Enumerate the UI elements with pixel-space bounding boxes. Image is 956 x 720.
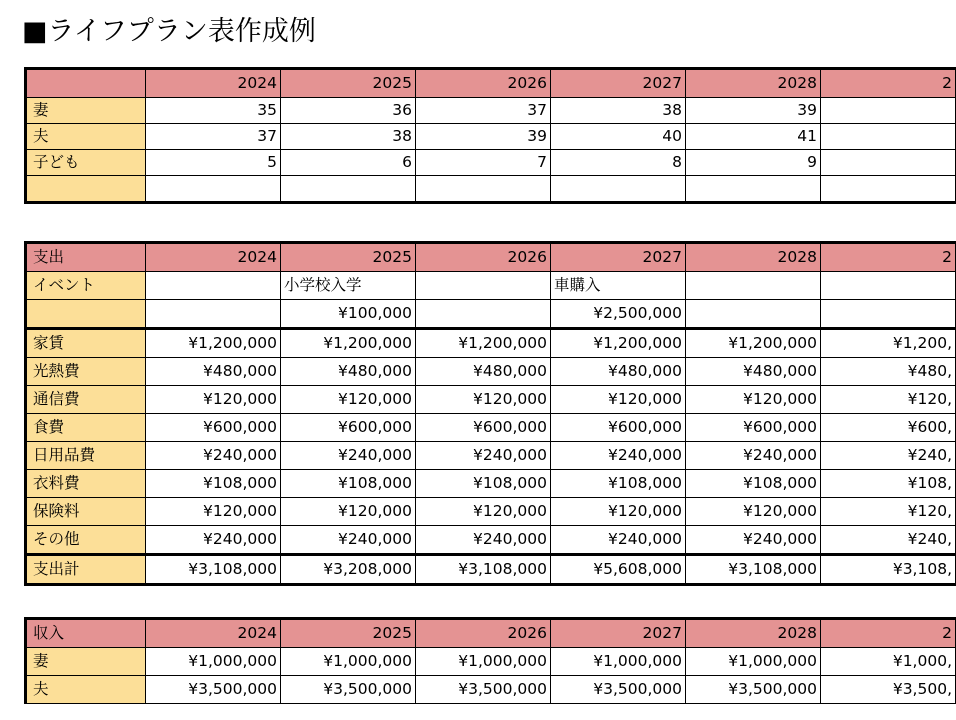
event-cell[interactable]: [821, 272, 956, 300]
age-cell[interactable]: 37: [416, 98, 551, 124]
year-header-cell[interactable]: 2028: [686, 619, 821, 648]
row-label-cell[interactable]: 通信費: [26, 386, 146, 414]
age-cell[interactable]: 8: [551, 150, 686, 176]
expense-cell[interactable]: ¥1,200,000: [281, 329, 416, 358]
event-cell[interactable]: [146, 272, 281, 300]
year-header-cell[interactable]: 2027: [551, 619, 686, 648]
age-cell[interactable]: [416, 176, 551, 203]
expense-cell[interactable]: ¥120,000: [146, 498, 281, 526]
year-header-cell[interactable]: 2: [821, 69, 956, 98]
expense-cell[interactable]: ¥240,000: [281, 442, 416, 470]
expense-cell[interactable]: ¥240,000: [146, 442, 281, 470]
total-cell[interactable]: ¥5,608,000: [551, 555, 686, 585]
expense-cell[interactable]: ¥240,000: [686, 442, 821, 470]
event-cell[interactable]: 車購入: [551, 272, 686, 300]
expense-cell[interactable]: ¥120,000: [551, 498, 686, 526]
expense-cell[interactable]: ¥1,200,: [821, 329, 956, 358]
year-header-cell[interactable]: 2026: [416, 243, 551, 272]
year-header-cell[interactable]: 2: [821, 243, 956, 272]
event-cost-label-cell[interactable]: [26, 300, 146, 329]
expense-cell[interactable]: ¥600,000: [146, 414, 281, 442]
expense-cell[interactable]: ¥120,000: [281, 498, 416, 526]
expense-cell[interactable]: ¥600,000: [281, 414, 416, 442]
row-label-cell[interactable]: 子ども: [26, 150, 146, 176]
expense-cell[interactable]: ¥600,000: [686, 414, 821, 442]
expense-cell[interactable]: ¥480,000: [551, 358, 686, 386]
page-title: ■ライフプラン表作成例: [22, 16, 316, 47]
expense-cell[interactable]: ¥240,000: [416, 442, 551, 470]
expense-cell[interactable]: ¥1,200,000: [146, 329, 281, 358]
age-cell[interactable]: [821, 124, 956, 150]
age-cell[interactable]: 39: [416, 124, 551, 150]
expense-cell[interactable]: ¥120,000: [416, 498, 551, 526]
row-label-cell[interactable]: 妻: [26, 648, 146, 676]
total-label-cell[interactable]: 支出計: [26, 555, 146, 585]
total-cell[interactable]: ¥3,108,000: [416, 555, 551, 585]
income-cell[interactable]: ¥1,000,000: [146, 648, 281, 676]
ages-table: [24, 67, 952, 204]
event-cell[interactable]: [686, 272, 821, 300]
expense-cell[interactable]: ¥240,000: [551, 442, 686, 470]
row-label-cell[interactable]: 衣料費: [26, 470, 146, 498]
year-header-cell[interactable]: 2028: [686, 69, 821, 98]
expense-cell[interactable]: ¥120,: [821, 386, 956, 414]
income-table: [24, 617, 952, 704]
income-cell[interactable]: ¥3,500,: [821, 676, 956, 704]
expense-cell[interactable]: ¥120,000: [551, 386, 686, 414]
expense-cell[interactable]: ¥1,200,000: [686, 329, 821, 358]
expense-cell[interactable]: ¥480,000: [686, 358, 821, 386]
total-cell[interactable]: ¥3,108,: [821, 555, 956, 585]
expense-cell[interactable]: ¥480,000: [416, 358, 551, 386]
header-label-cell[interactable]: 支出: [26, 243, 146, 272]
income-cell[interactable]: ¥1,000,000: [281, 648, 416, 676]
expense-cell[interactable]: ¥120,000: [416, 386, 551, 414]
year-header-cell[interactable]: 2026: [416, 69, 551, 98]
year-header-cell[interactable]: 2025: [281, 243, 416, 272]
age-cell[interactable]: 7: [416, 150, 551, 176]
expense-cell[interactable]: ¥480,000: [146, 358, 281, 386]
income-cell[interactable]: ¥1,000,000: [551, 648, 686, 676]
income-cell[interactable]: ¥3,500,000: [281, 676, 416, 704]
event-cost-cell[interactable]: [146, 300, 281, 329]
year-header-cell[interactable]: 2025: [281, 69, 416, 98]
year-header-cell[interactable]: 2028: [686, 243, 821, 272]
income-cell[interactable]: ¥3,500,000: [416, 676, 551, 704]
header-label-cell[interactable]: [26, 69, 146, 98]
expense-cell[interactable]: ¥108,: [821, 470, 956, 498]
age-cell[interactable]: [821, 176, 956, 203]
expense-cell[interactable]: ¥108,000: [686, 470, 821, 498]
year-header-cell[interactable]: 2024: [146, 619, 281, 648]
income-cell[interactable]: ¥3,500,000: [686, 676, 821, 704]
expense-cell[interactable]: ¥240,000: [281, 526, 416, 555]
expense-cell[interactable]: ¥120,000: [146, 386, 281, 414]
expense-cell[interactable]: ¥108,000: [281, 470, 416, 498]
expense-cell[interactable]: ¥240,000: [146, 526, 281, 555]
age-cell[interactable]: 40: [551, 124, 686, 150]
expense-cell[interactable]: ¥480,000: [281, 358, 416, 386]
expense-cell[interactable]: ¥240,000: [551, 526, 686, 555]
header-label-cell[interactable]: 収入: [26, 619, 146, 648]
age-cell[interactable]: [146, 176, 281, 203]
year-header-cell[interactable]: 2024: [146, 69, 281, 98]
income-cell[interactable]: ¥1,000,: [821, 648, 956, 676]
row-label-cell[interactable]: [26, 176, 146, 203]
expense-cell[interactable]: ¥120,000: [686, 498, 821, 526]
income-cell[interactable]: ¥1,000,000: [416, 648, 551, 676]
year-header-cell[interactable]: 2026: [416, 619, 551, 648]
total-cell[interactable]: ¥3,108,000: [146, 555, 281, 585]
expense-cell[interactable]: ¥1,200,000: [551, 329, 686, 358]
year-header-cell[interactable]: 2027: [551, 69, 686, 98]
event-cell[interactable]: [416, 272, 551, 300]
income-cell[interactable]: ¥3,500,000: [146, 676, 281, 704]
age-cell[interactable]: 36: [281, 98, 416, 124]
expense-cell[interactable]: ¥600,000: [551, 414, 686, 442]
event-cost-cell[interactable]: [686, 300, 821, 329]
row-label-cell[interactable]: その他: [26, 526, 146, 555]
row-label-cell[interactable]: 夫: [26, 676, 146, 704]
year-header-cell[interactable]: 2025: [281, 619, 416, 648]
income-cell[interactable]: ¥1,000,000: [686, 648, 821, 676]
age-cell[interactable]: 37: [146, 124, 281, 150]
row-label-cell[interactable]: 保険料: [26, 498, 146, 526]
event-cost-cell[interactable]: ¥2,500,000: [551, 300, 686, 329]
expense-cell[interactable]: ¥120,000: [686, 386, 821, 414]
row-label-cell[interactable]: 食費: [26, 414, 146, 442]
year-header-cell[interactable]: 2: [821, 619, 956, 648]
age-cell[interactable]: 6: [281, 150, 416, 176]
event-cost-cell[interactable]: ¥100,000: [281, 300, 416, 329]
row-label-cell[interactable]: 家賃: [26, 329, 146, 358]
year-header-cell[interactable]: 2027: [551, 243, 686, 272]
expense-cell[interactable]: ¥108,000: [551, 470, 686, 498]
event-cost-cell[interactable]: [416, 300, 551, 329]
expense-cell[interactable]: ¥600,: [821, 414, 956, 442]
expense-cell[interactable]: ¥120,000: [281, 386, 416, 414]
row-label-cell[interactable]: 光熱費: [26, 358, 146, 386]
expense-cell[interactable]: ¥108,000: [416, 470, 551, 498]
year-header-cell[interactable]: 2024: [146, 243, 281, 272]
age-cell[interactable]: [551, 176, 686, 203]
age-cell[interactable]: [281, 176, 416, 203]
row-label-cell[interactable]: 日用品費: [26, 442, 146, 470]
age-cell[interactable]: 35: [146, 98, 281, 124]
expense-table: [24, 241, 952, 586]
total-cell[interactable]: ¥3,108,000: [686, 555, 821, 585]
expense-cell[interactable]: ¥240,: [821, 526, 956, 555]
age-cell[interactable]: [821, 150, 956, 176]
income-cell[interactable]: ¥3,500,000: [551, 676, 686, 704]
age-cell[interactable]: 5: [146, 150, 281, 176]
event-cost-cell[interactable]: [821, 300, 956, 329]
row-label-cell[interactable]: 妻: [26, 98, 146, 124]
expense-cell[interactable]: ¥1,200,000: [416, 329, 551, 358]
row-label-cell[interactable]: 夫: [26, 124, 146, 150]
event-cell[interactable]: 小学校入学: [281, 272, 416, 300]
age-cell[interactable]: 9: [686, 150, 821, 176]
age-cell[interactable]: 41: [686, 124, 821, 150]
expense-cell[interactable]: ¥108,000: [146, 470, 281, 498]
expense-cell[interactable]: ¥480,: [821, 358, 956, 386]
age-cell[interactable]: 39: [686, 98, 821, 124]
age-cell[interactable]: 38: [551, 98, 686, 124]
expense-cell[interactable]: ¥600,000: [416, 414, 551, 442]
expense-cell[interactable]: ¥240,000: [686, 526, 821, 555]
age-cell[interactable]: 38: [281, 124, 416, 150]
expense-cell[interactable]: ¥240,000: [416, 526, 551, 555]
event-label-cell[interactable]: イベント: [26, 272, 146, 300]
age-cell[interactable]: [686, 176, 821, 203]
age-cell[interactable]: [821, 98, 956, 124]
expense-cell[interactable]: ¥120,: [821, 498, 956, 526]
total-cell[interactable]: ¥3,208,000: [281, 555, 416, 585]
expense-cell[interactable]: ¥240,: [821, 442, 956, 470]
